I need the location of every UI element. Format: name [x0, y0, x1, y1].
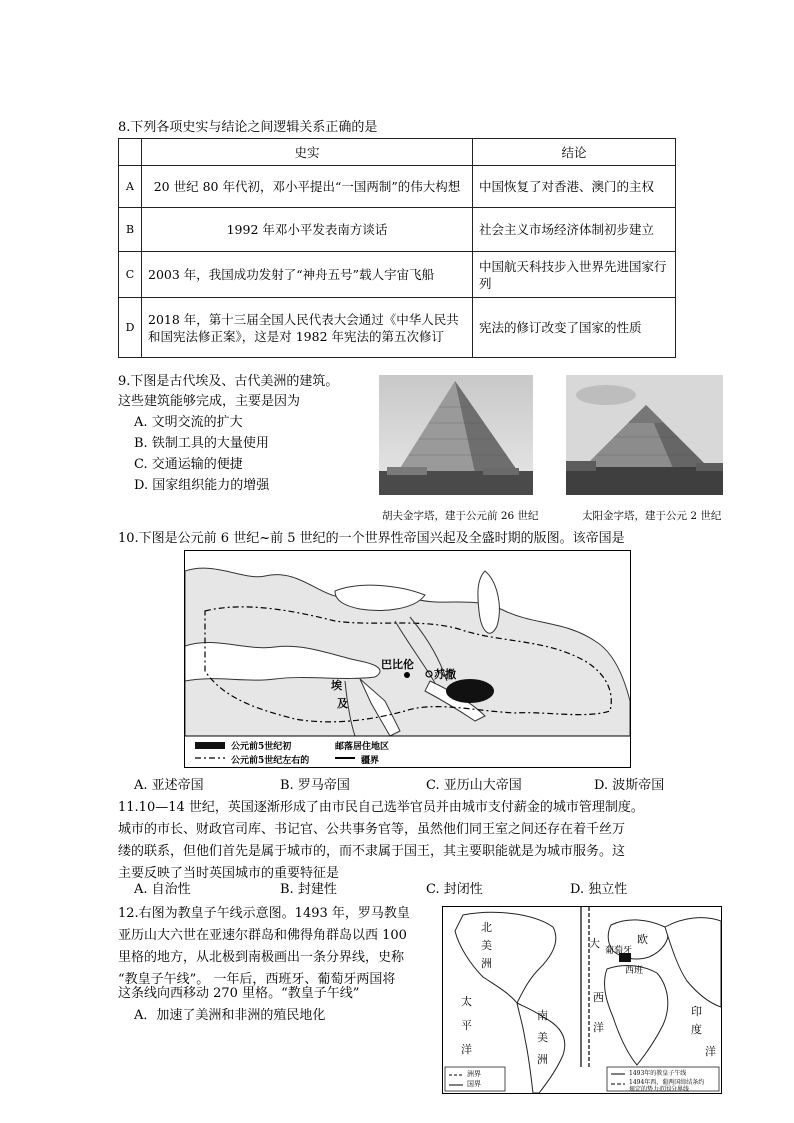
atlantic-3: 洋 [593, 1021, 604, 1034]
q8-stem: 8.下列各项史实与结论之间逻辑关系正确的是 [118, 120, 378, 135]
row-fact: 2018 年，第十三届全国人民代表大会通过《中华人民共和国宪法修正案》，这是对 1982 年宪法的第五次修订 [142, 298, 473, 358]
q9-stem-line2: 这些建筑能够完成，主要是因为 [118, 394, 301, 409]
q10-stem: 10.下图是公元前 6 世纪~前 5 世纪的一个世界性帝国兴起及全盛时期的版图。该帝国是 [118, 531, 625, 546]
khufu-pyramid-photo [379, 375, 533, 495]
legend-treaty-1494: 1494年西、葡两国缔结条约 [629, 1079, 705, 1086]
table-row [119, 208, 676, 252]
header-conclusion: 结论 [473, 139, 676, 166]
q12-line-4: “教皇子午线”。 一年后，西班牙、葡萄牙两国将 [118, 972, 396, 987]
row-conclusion: 宪法的修订改变了国家的性质 [473, 298, 676, 358]
table-header-row [119, 139, 676, 166]
south-america-2: 美 [537, 1031, 548, 1044]
q11-option-a[interactable]: A. 自治性 [134, 882, 191, 897]
table-row [119, 298, 676, 358]
legend-boundary-continent: 洲界 [467, 1070, 481, 1078]
q11-option-d[interactable]: D. 独立性 [570, 882, 628, 897]
q12-line-3: 里格的地方，从北极到南极画出一条分界线，史称 [118, 950, 405, 965]
south-america-3: 洲 [537, 1053, 548, 1066]
row-label: D [119, 298, 142, 358]
row-fact: 1992 年邓小平发表南方谈话 [142, 208, 473, 252]
q12-option-a[interactable]: A．加速了美洲和非洲的殖民地化 [134, 1008, 326, 1023]
papal-line-map [442, 906, 722, 1094]
q11-option-b[interactable]: B. 封建性 [280, 882, 337, 897]
pacific-1: 太 [461, 995, 472, 1008]
row-conclusion: 中国航天科技步入世界先进国家行列 [473, 252, 676, 298]
atlantic-1: 大 [589, 937, 600, 950]
sun-pyramid-photo [566, 375, 723, 495]
q9-option-a[interactable]: A. 文明交流的扩大 [134, 415, 243, 430]
legend-papal-1493: 1493年的教皇子午线 [629, 1070, 687, 1077]
south-america-1: 南 [537, 1009, 548, 1022]
persian-empire-map [184, 550, 631, 768]
indian-ocean-1: 印 [691, 1005, 702, 1018]
header-empty [119, 139, 142, 166]
q9-option-d[interactable]: D. 国家组织能力的增强 [134, 478, 270, 493]
row-fact: 20 世纪 80 年代初，邓小平提出“一国两制”的伟大构想 [142, 166, 473, 208]
q10-option-a[interactable]: A. 亚述帝国 [134, 778, 204, 793]
atlantic-2: 西 [593, 991, 604, 1004]
q11-line-1: 11.10—14 世纪，英国逐渐形成了由市民自己选举官员并由城市支付薪金的城市管理制度。 [118, 800, 644, 815]
north-america-3: 洲 [481, 957, 492, 970]
table-row [119, 166, 676, 208]
babylon-label: 巴比伦 [381, 658, 414, 671]
q11-option-c[interactable]: C. 封闭性 [426, 882, 483, 897]
susa-label: 苏撒 [434, 668, 456, 681]
spain-label: 西班 [625, 966, 644, 976]
europe-label: 欧 [637, 933, 648, 946]
row-label: A [119, 166, 142, 208]
row-fact: 2003 年，我国成功发射了“神舟五号”载人宇宙飞船 [142, 252, 473, 298]
legend-item-2: 公元前5世纪左右的 [231, 756, 310, 766]
header-fact: 史实 [142, 139, 473, 166]
q11-line-2: 城市的市长、财政官司库、书记官、公共事务官等，虽然他们同王室之间还存在着千丝万 [118, 822, 626, 837]
q8-table [118, 138, 676, 358]
north-america-2: 美 [481, 939, 492, 952]
q12-line-5: 这条线向西移动 270 里格。“教皇子午线” [118, 986, 360, 1001]
legend-item-3: 邮落居住地区 [335, 742, 390, 752]
pacific-2: 平 [461, 1019, 472, 1032]
legend-treaty-line: 规定的势力范围分界线 [629, 1086, 690, 1093]
egypt-label-1: 埃 [331, 679, 342, 692]
legend-item-1: 公元前5世纪初 [231, 742, 292, 752]
north-america-1: 北 [481, 921, 492, 934]
sun-pyramid-caption: 太阳金字塔，建于公元 2 世纪 [582, 510, 722, 522]
q11-line-4: 主要反映了当时英国城市的重要特征是 [118, 866, 340, 881]
indian-ocean-2: 度 [691, 1023, 702, 1036]
indian-ocean-3: 洋 [705, 1045, 716, 1058]
q12-line-1: 12.右图为教皇子午线示意图。1493 年，罗马教皇 [118, 906, 410, 921]
q9-option-c[interactable]: C. 交通运输的便捷 [134, 457, 243, 472]
row-label: B [119, 208, 142, 252]
khufu-caption: 胡夫金字塔，建于公元前 26 世纪 [382, 510, 539, 522]
q10-option-d[interactable]: D. 波斯帝国 [594, 778, 665, 793]
q11-line-3: 缕的联系，但他们首先是属于城市的，而不隶属于国王，其主要职能就是为城市服务。这 [118, 844, 626, 859]
legend-boundary-country: 国界 [467, 1080, 481, 1088]
row-label: C [119, 252, 142, 298]
q12-line-2: 亚历山大六世在亚速尔群岛和佛得角群岛以西 100 [118, 928, 407, 943]
q9-option-b[interactable]: B. 铁制工具的大量使用 [134, 436, 269, 451]
pacific-3: 洋 [461, 1043, 472, 1056]
legend-item-4: 疆界 [361, 756, 380, 766]
table-row [119, 252, 676, 298]
row-conclusion: 中国恢复了对香港、澳门的主权 [473, 166, 676, 208]
q10-option-c[interactable]: C. 亚历山大帝国 [426, 778, 522, 793]
q9-stem-line1: 9.下图是古代埃及、古代美洲的建筑。 [118, 374, 339, 389]
row-conclusion: 社会主义市场经济体制初步建立 [473, 208, 676, 252]
egypt-label-2: 及 [337, 697, 348, 710]
portugal-label: 葡萄牙 [605, 946, 633, 956]
q10-option-b[interactable]: B. 罗马帝国 [280, 778, 350, 793]
